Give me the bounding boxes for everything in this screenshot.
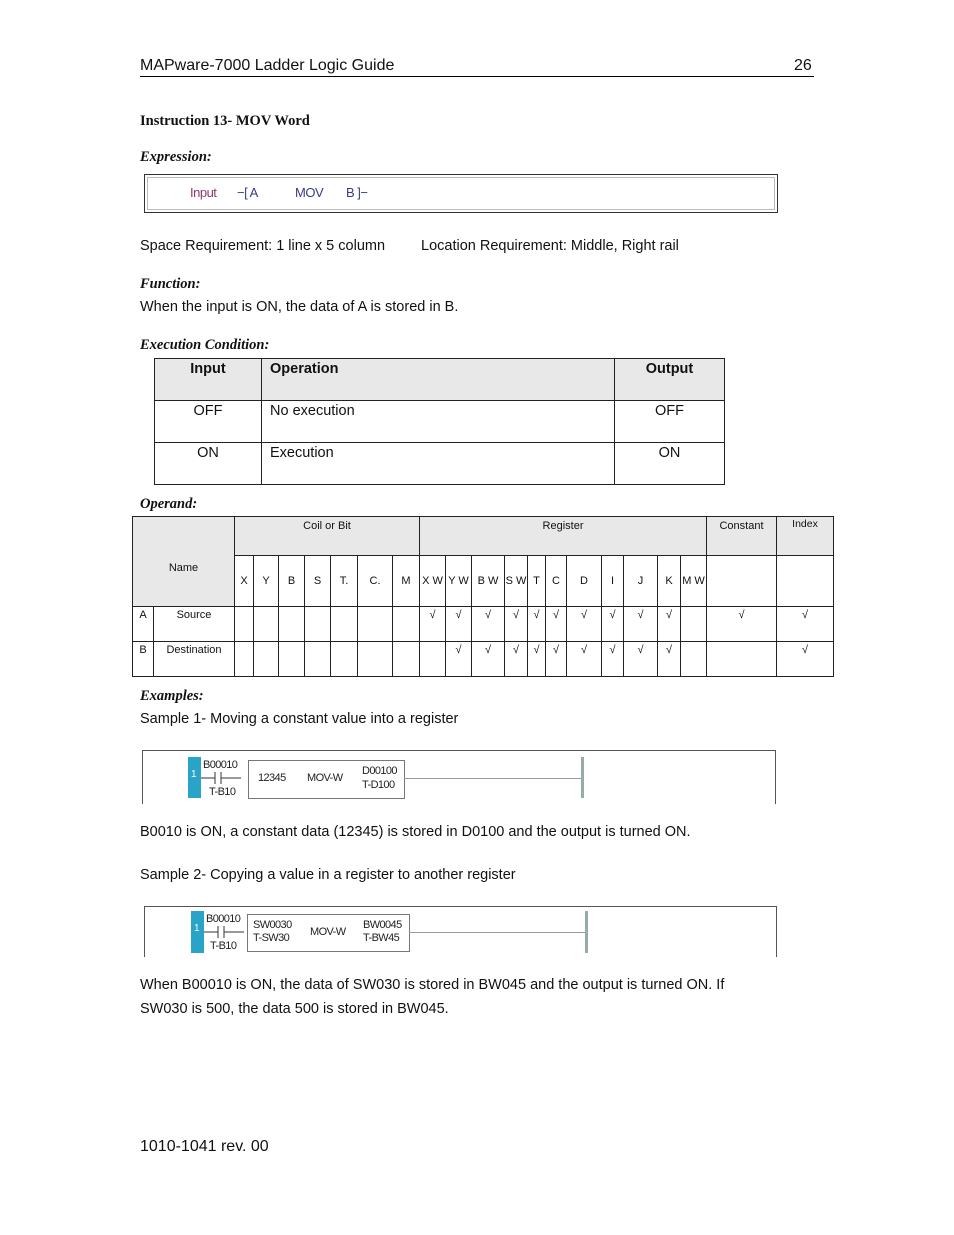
contact-address: B00010 — [206, 913, 241, 925]
coil-cell — [254, 607, 279, 642]
col-xw: X W — [420, 556, 446, 607]
mov-source: 12345 — [258, 772, 286, 784]
coil-or-bit-header: Coil or Bit — [235, 517, 420, 556]
coil-cell — [305, 642, 331, 677]
expression-heading: Expression: — [140, 149, 212, 165]
index-header: Index — [777, 517, 834, 556]
table-row — [155, 443, 725, 485]
reg-cell: √ — [472, 607, 505, 642]
reg-cell: √ — [528, 642, 546, 677]
reg-cell: √ — [658, 607, 681, 642]
execution-heading: Execution Condition: — [140, 337, 270, 353]
instruction-title: Instruction 13- MOV Word — [140, 113, 310, 129]
sample1-description: B0010 is ON, a constant data (12345) is stored in D0100 and the output is turned ON. — [140, 824, 691, 840]
header-rule — [140, 76, 814, 77]
col-x: X — [235, 556, 254, 607]
mov-destination: D00100 — [362, 765, 397, 777]
col-y: Y — [254, 556, 279, 607]
examples-heading: Examples: — [140, 688, 204, 704]
mov-destination: BW0045 — [363, 919, 402, 931]
expression-box — [144, 174, 778, 213]
mov-source-tag: T-SW30 — [253, 932, 290, 944]
reg-cell: √ — [505, 642, 528, 677]
header-input: Input — [155, 359, 262, 401]
reg-cell: √ — [624, 607, 658, 642]
col-reg-t: T — [528, 556, 546, 607]
index-cell: √ — [777, 607, 834, 642]
coil-cell — [331, 607, 358, 642]
mov-block — [248, 760, 405, 799]
cell-operation: Execution — [262, 443, 615, 485]
reg-cell: √ — [472, 642, 505, 677]
page-number: 26 — [794, 57, 812, 74]
reg-cell: √ — [624, 642, 658, 677]
space-requirement: Space Requirement: 1 line x 5 column — [140, 238, 386, 254]
constant-subheader — [707, 556, 777, 607]
col-c: C. — [358, 556, 393, 607]
reg-cell — [420, 642, 446, 677]
header-operation: Operation — [262, 359, 615, 401]
operand-heading: Operand: — [140, 496, 198, 512]
mov-operation: MOV-W — [310, 926, 346, 938]
location-requirement: Location Requirement: Middle, Right rail — [421, 238, 679, 254]
reg-cell: √ — [420, 607, 446, 642]
reg-cell — [681, 607, 707, 642]
coil-cell — [358, 642, 393, 677]
operand-name-header: Name — [133, 517, 235, 607]
col-mw: M W — [681, 556, 707, 607]
reg-cell: √ — [546, 607, 567, 642]
table-header-row — [155, 359, 725, 401]
contact-element — [204, 911, 244, 953]
reg-cell: √ — [567, 607, 602, 642]
reg-cell: √ — [602, 607, 624, 642]
rung-marker: 1 — [188, 757, 201, 798]
reg-cell: √ — [446, 642, 472, 677]
row-name: Destination — [154, 642, 235, 677]
cell-input: ON — [155, 443, 262, 485]
col-m: M — [393, 556, 420, 607]
coil-cell — [279, 607, 305, 642]
coil-cell — [235, 642, 254, 677]
coil-cell — [235, 607, 254, 642]
cell-operation: No execution — [262, 401, 615, 443]
ladder-diagram-sample2 — [144, 906, 777, 957]
no-contact-icon — [204, 925, 244, 939]
row-id: B — [133, 642, 154, 677]
reg-cell — [681, 642, 707, 677]
reg-cell: √ — [528, 607, 546, 642]
mov-operation: MOV-W — [307, 772, 343, 784]
row-id: A — [133, 607, 154, 642]
expression-input-label: Input — [190, 185, 217, 200]
mov-block — [247, 914, 410, 952]
right-rail — [581, 757, 584, 798]
coil-cell — [358, 607, 393, 642]
reg-cell: √ — [546, 642, 567, 677]
coil-cell — [279, 642, 305, 677]
operand-group-row — [133, 517, 834, 556]
expression-mov-label: MOV — [295, 185, 324, 200]
rung-wire — [404, 778, 581, 779]
sample1-title: Sample 1- Moving a constant value into a register — [140, 711, 459, 727]
contact-address: B00010 — [203, 759, 238, 771]
constant-cell — [707, 642, 777, 677]
col-t: T. — [331, 556, 358, 607]
index-subheader — [777, 556, 834, 607]
expression-operand-a: −[ A — [237, 185, 258, 200]
reg-cell: √ — [602, 642, 624, 677]
mov-source: SW0030 — [253, 919, 292, 931]
col-bw: B W — [472, 556, 505, 607]
header-output: Output — [615, 359, 725, 401]
no-contact-icon — [201, 771, 241, 785]
document-footer: 1010-1041 rev. 00 — [140, 1138, 269, 1155]
index-cell: √ — [777, 642, 834, 677]
row-name: Source — [154, 607, 235, 642]
document-header-title: MAPware-7000 Ladder Logic Guide — [140, 57, 395, 74]
operand-subheader-row — [133, 556, 834, 607]
col-i: I — [602, 556, 624, 607]
col-sw: S W — [505, 556, 528, 607]
constant-header: Constant — [707, 517, 777, 556]
col-d: D — [567, 556, 602, 607]
expression-operand-b: B ]− — [346, 185, 368, 200]
contact-element — [201, 757, 241, 798]
right-rail — [585, 911, 588, 953]
contact-tag: T-B10 — [209, 786, 236, 798]
coil-cell — [305, 607, 331, 642]
coil-cell — [331, 642, 358, 677]
coil-cell — [393, 607, 420, 642]
cell-output: OFF — [615, 401, 725, 443]
coil-cell — [393, 642, 420, 677]
reg-cell: √ — [658, 642, 681, 677]
rung-wire — [409, 932, 585, 933]
table-row — [155, 401, 725, 443]
register-header: Register — [420, 517, 707, 556]
constant-cell: √ — [707, 607, 777, 642]
execution-table — [154, 358, 725, 485]
operand-table — [132, 516, 834, 677]
col-reg-c: C — [546, 556, 567, 607]
ladder-diagram-sample1 — [142, 750, 776, 804]
reg-cell: √ — [567, 642, 602, 677]
cell-output: ON — [615, 443, 725, 485]
contact-tag: T-B10 — [210, 940, 237, 952]
reg-cell: √ — [446, 607, 472, 642]
sample2-description-line1: When B00010 is ON, the data of SW030 is stored in BW045 and the output is turned ON. If — [140, 977, 725, 993]
coil-cell — [254, 642, 279, 677]
mov-destination-tag: T-BW45 — [363, 932, 400, 944]
operand-row-destination — [133, 642, 834, 677]
col-b: B — [279, 556, 305, 607]
function-text: When the input is ON, the data of A is stored in B. — [140, 299, 459, 315]
reg-cell: √ — [505, 607, 528, 642]
function-heading: Function: — [140, 276, 201, 292]
mov-destination-tag: T-D100 — [362, 779, 395, 791]
sample2-description-line2: SW030 is 500, the data 500 is stored in BW045. — [140, 1001, 449, 1017]
col-j: J — [624, 556, 658, 607]
col-yw: Y W — [446, 556, 472, 607]
cell-input: OFF — [155, 401, 262, 443]
col-k: K — [658, 556, 681, 607]
operand-row-source — [133, 607, 834, 642]
sample2-title: Sample 2- Copying a value in a register to another register — [140, 867, 516, 883]
col-s: S — [305, 556, 331, 607]
rung-marker: 1 — [191, 911, 204, 953]
